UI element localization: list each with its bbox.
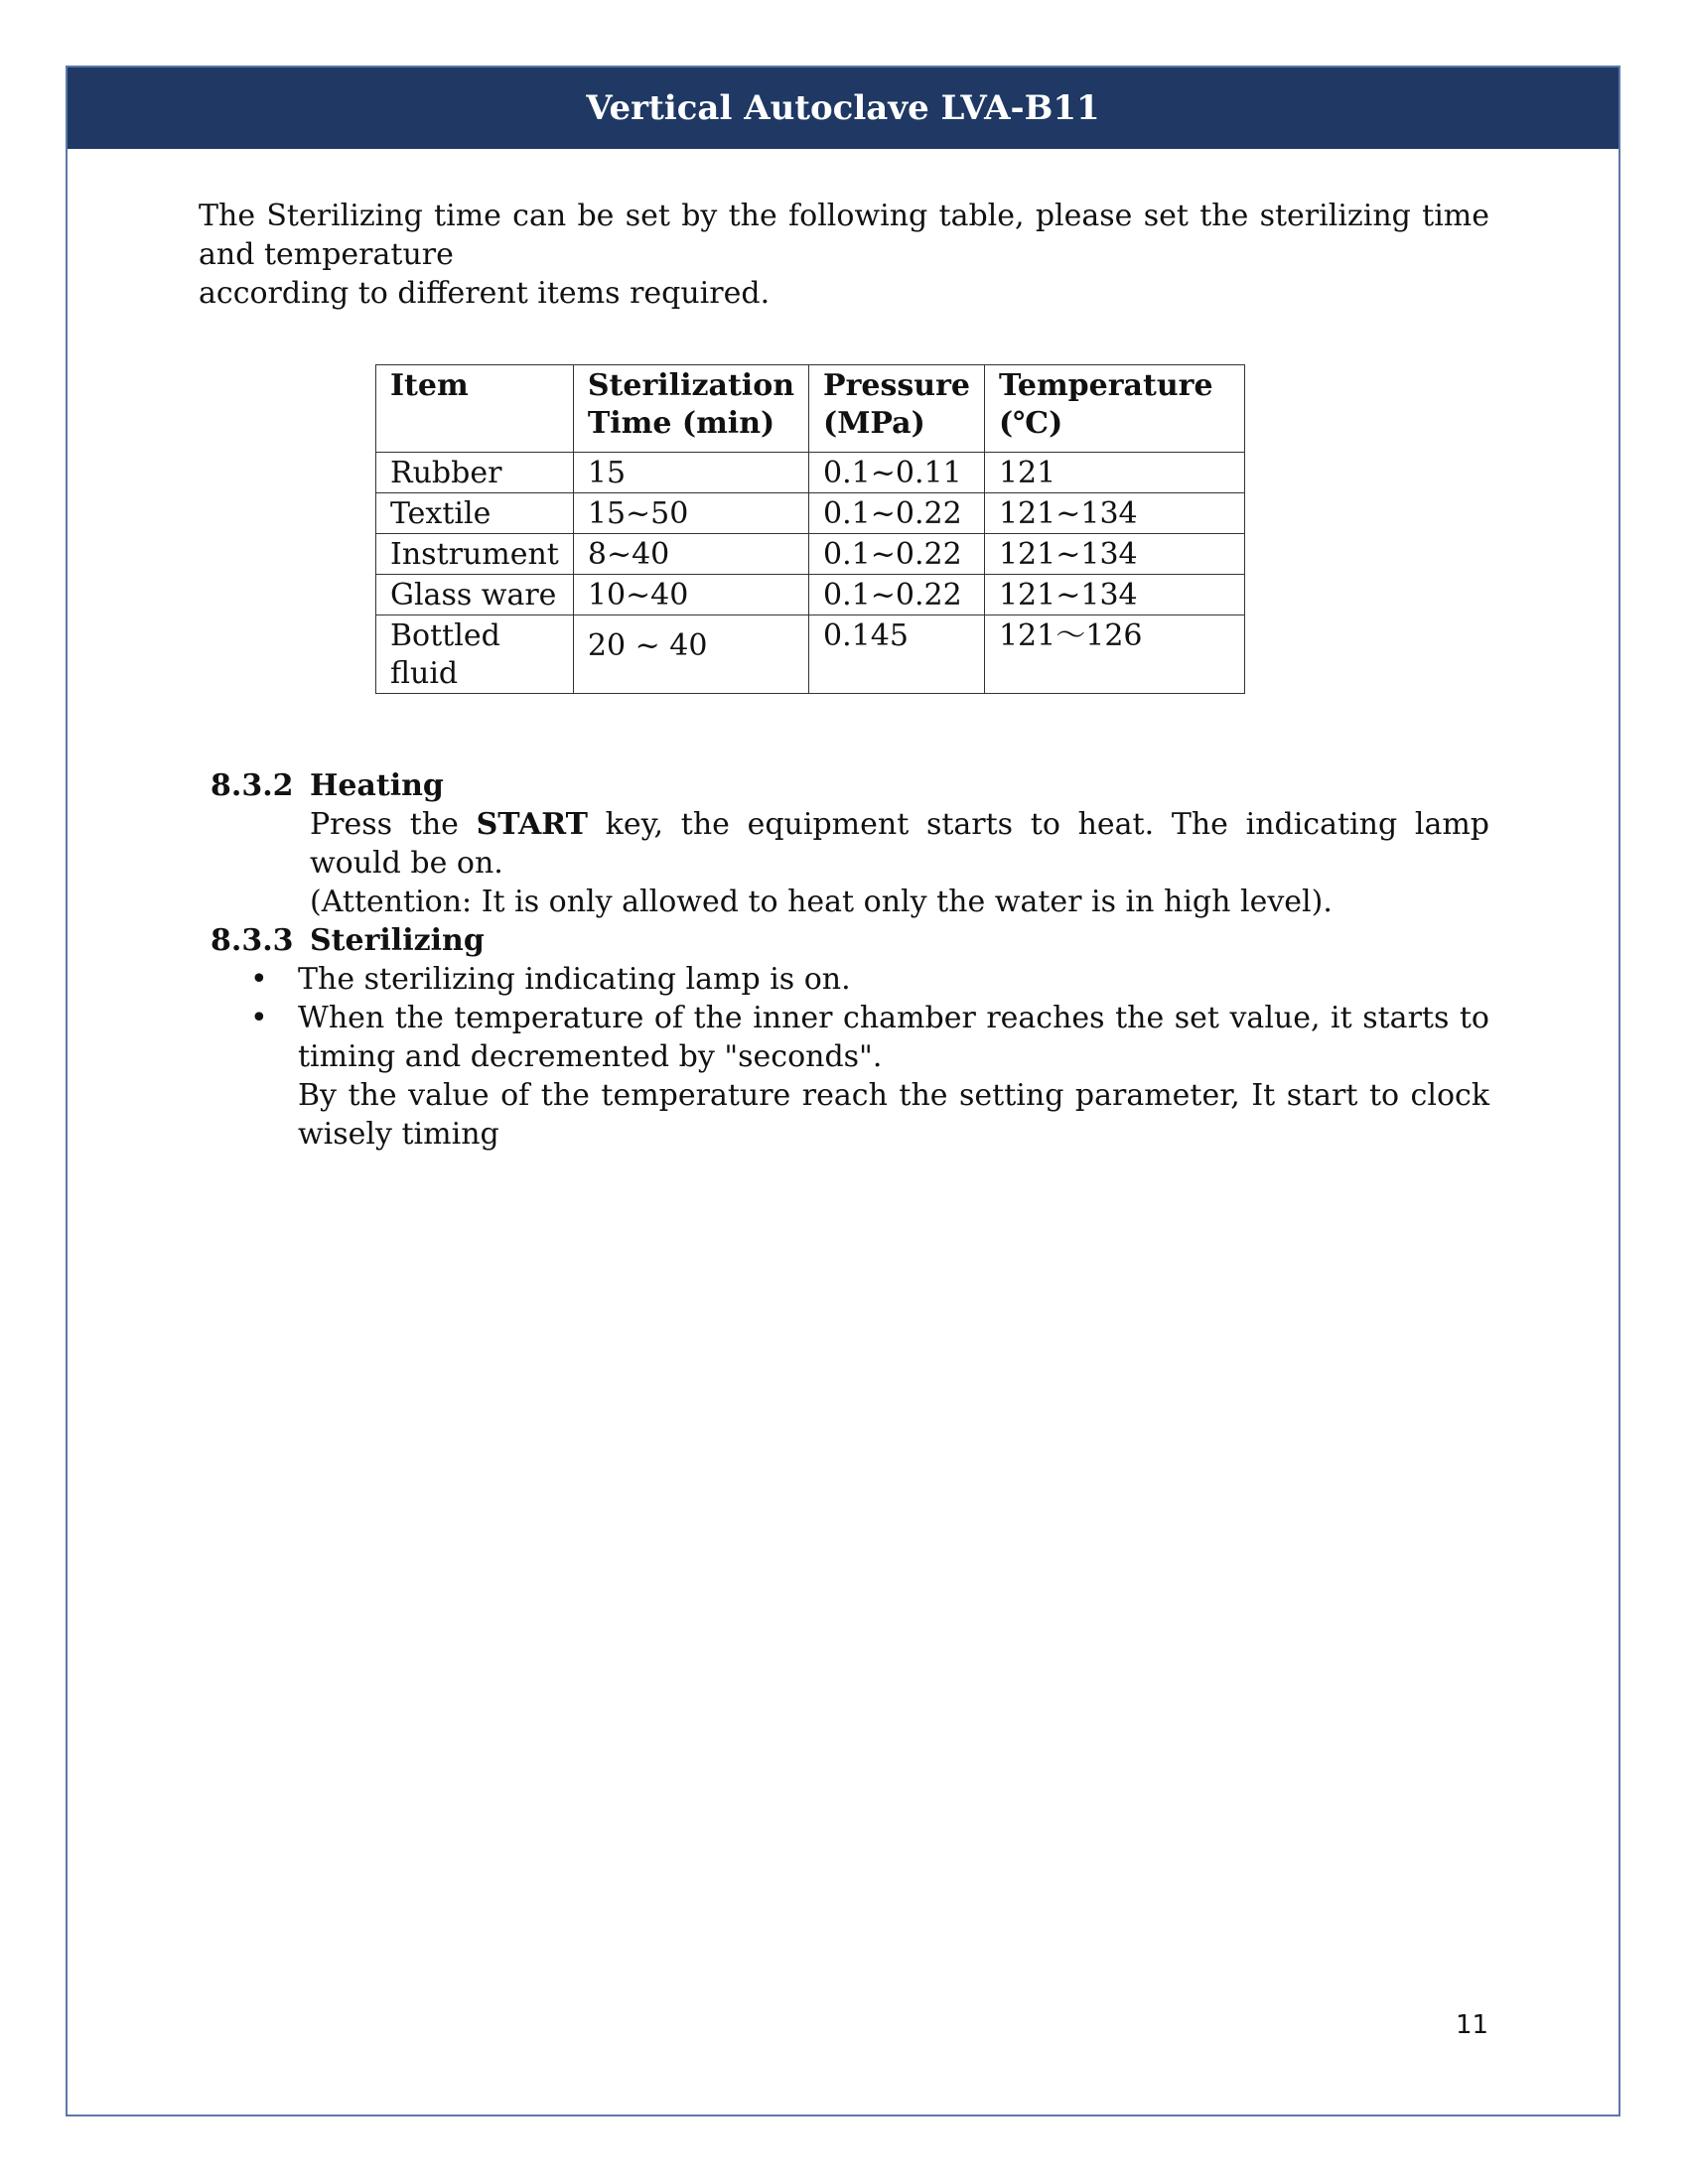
cell-item: Textile xyxy=(376,493,574,534)
header-item: Item xyxy=(376,365,574,453)
cell-item: Instrument xyxy=(376,534,574,575)
cell-item: Rubber xyxy=(376,453,574,493)
intro-line-2: according to different items required. xyxy=(199,276,771,311)
section-title: Heating xyxy=(310,768,444,803)
cell-pressure: 0.145 xyxy=(809,615,985,694)
cell-temperature: 121 xyxy=(984,453,1244,493)
cell-time: 15 xyxy=(573,453,808,493)
table-row xyxy=(376,615,1245,694)
cell-pressure: 0.1~0.22 xyxy=(809,575,985,615)
heading-heating xyxy=(211,766,444,805)
page-number: 11 xyxy=(1456,2010,1489,2040)
intro-line-1: The Sterilizing time can be set by the following table, please set the sterilizing time and temperature xyxy=(199,199,1489,272)
section-number: 8.3.2 xyxy=(211,768,294,803)
cell-time: 15~50 xyxy=(573,493,808,534)
header-pressure: Pressure (MPa) xyxy=(809,365,985,453)
table-row xyxy=(376,534,1245,575)
cell-temperature: 121~134 xyxy=(984,534,1244,575)
table-header-row xyxy=(376,365,1245,453)
cell-temperature: 121~134 xyxy=(984,575,1244,615)
start-key-label: START xyxy=(476,807,588,842)
cell-pressure: 0.1~0.22 xyxy=(809,493,985,534)
list-item: • When the temperature of the inner chamber reaches the set value, it starts to timing and decremented by "seconds". xyxy=(250,1001,1489,1074)
table-row xyxy=(376,575,1245,615)
sterilization-table xyxy=(375,364,1245,694)
cell-time: 20 ~ 40 xyxy=(573,615,808,694)
cell-pressure: 0.1~0.22 xyxy=(809,534,985,575)
cell-item: Glass ware xyxy=(376,575,574,615)
cell-pressure: 0.1~0.11 xyxy=(809,453,985,493)
bullet-icon: • xyxy=(250,962,268,997)
header-sterilization-time: Sterilization Time (min) xyxy=(573,365,808,453)
header-temperature: Temperature (℃) xyxy=(984,365,1244,453)
table-row xyxy=(376,453,1245,493)
cell-time: 8~40 xyxy=(573,534,808,575)
heating-body: Press the START key, the equipment starts to heat. The indicating lamp would be on. (Attention: It is only allowed to heat only the water is in high level). xyxy=(310,807,1489,919)
table-row xyxy=(376,493,1245,534)
heading-sterilizing xyxy=(211,921,485,960)
bullet-icon: • xyxy=(250,1001,268,1035)
cell-temperature: 121～126 xyxy=(984,615,1244,694)
heating-note: (Attention: It is only allowed to heat only the water is in high level). xyxy=(310,885,1333,919)
cell-temperature: 121~134 xyxy=(984,493,1244,534)
header-bar xyxy=(68,68,1618,149)
document-title: Vertical Autoclave LVA-B11 xyxy=(586,88,1100,128)
section-title: Sterilizing xyxy=(310,923,485,958)
list-item: • The sterilizing indicating lamp is on. xyxy=(250,962,851,997)
sterilizing-follow-text: By the value of the temperature reach the setting parameter, It start to clock wisely timing xyxy=(298,1078,1489,1152)
sterilizing-list xyxy=(246,960,1489,1076)
cell-time: 10~40 xyxy=(573,575,808,615)
section-number: 8.3.3 xyxy=(211,923,294,958)
intro-paragraph xyxy=(199,197,1489,313)
cell-item: Bottled fluid xyxy=(376,615,574,694)
